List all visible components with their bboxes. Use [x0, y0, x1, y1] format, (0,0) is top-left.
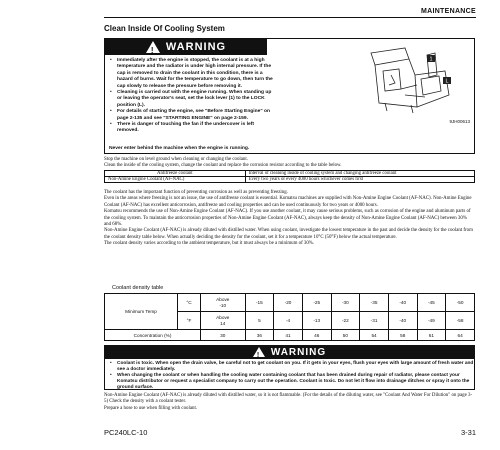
warning-item: • For details of starting the engine, see "Before Starting Engine" on page 2-135 and see "STARTING ENGINE" on page 2-159.	[117, 109, 275, 122]
density-cell: -40	[388, 312, 417, 330]
callout-1: 1	[429, 56, 433, 63]
intro-text	[104, 157, 475, 170]
warning-item: • Coolant is toxic. When open the drain valve, be careful not to get coolant on you. If it gets in your eyes, flush your eyes with large amount of fresh water and see a doctor immediately.	[117, 361, 477, 373]
concentration-cell: 41	[274, 330, 303, 341]
density-cell: -22	[331, 312, 360, 330]
paragraph: Prepare a hose to use when filling with coolant.	[104, 405, 198, 411]
density-cell: -58	[446, 312, 475, 330]
warning-banner-1	[105, 39, 267, 55]
density-cell: -49	[417, 312, 446, 330]
table-header: Interval of cleaning inside of cooling system and changing antifreeze coolant	[245, 171, 474, 177]
concentration-label: Concentration (%)	[105, 330, 201, 341]
warning-banner-2	[105, 346, 474, 359]
table-header: Antifreeze coolant	[105, 171, 246, 177]
intro-line: Stop the machine on level ground when cleaning or changing the coolant.	[104, 157, 248, 162]
row-label: Minimum Temp	[105, 294, 178, 330]
density-cell: Above -10	[201, 294, 246, 312]
unit-cell: °F	[178, 312, 201, 330]
paragraph: The coolant has the important function of preventing corrosion as well as preventing freezing.	[104, 190, 288, 195]
density-cell: -13	[302, 312, 331, 330]
concentration-cell: 64	[446, 330, 475, 341]
warning-title-1: WARNING	[165, 41, 227, 53]
body-text	[104, 190, 475, 248]
warning-footer-line: Never enter behind the machine when the engine is running.	[109, 146, 250, 151]
table-cell: Non-Amine Engine Coolant (AF-NAC)	[105, 177, 246, 183]
concentration-cell: 54	[360, 330, 389, 341]
concentration-cell: 30	[201, 330, 246, 341]
density-cell: Above 14	[201, 312, 246, 330]
table-cell: Every two years or every 4000 hours whichever comes first	[245, 177, 474, 183]
density-cell: 5	[245, 312, 274, 330]
density-table	[104, 293, 475, 341]
cab-illustration	[365, 45, 465, 115]
page-number: 3-31	[460, 428, 476, 437]
concentration-cell: 58	[388, 330, 417, 341]
density-cell: -25	[302, 294, 331, 312]
warning-title-2: WARNING	[270, 347, 327, 358]
concentration-cell: 46	[302, 330, 331, 341]
density-cell: -15	[245, 294, 274, 312]
warning-triangle-icon: !	[146, 41, 160, 53]
concentration-cell: 36	[245, 330, 274, 341]
operator-cab-drawing	[365, 45, 465, 115]
density-cell: -50	[446, 294, 475, 312]
page-title: Clean Inside Of Cooling System	[104, 24, 225, 33]
density-cell: -4	[274, 312, 303, 330]
section-label: MAINTENANCE	[420, 8, 476, 15]
model-number: PC240LC-10	[104, 428, 148, 437]
concentration-cell: 50	[331, 330, 360, 341]
warning-box-1	[104, 38, 475, 154]
paragraph: Komatsu recommends the use of Non-Amine Engine Coolant (AF-NAC). If you use another coolant, it may cause serious problems, such as corrosion of the engine and aluminum parts of the cooling system. To maintain the anticorrosion properties of Non-Amine Engine Coolant (AF-NAC), always keep the density of Non-Amine Engine Coolant (AF-NAC) between 30% and 68%.	[104, 209, 471, 228]
warning-list-1	[109, 58, 275, 135]
closing-text	[104, 393, 475, 412]
paragraph: Non-Amine Engine Coolant (AF-NAC) is already diluted with distilled water. When using coolant, investigate the lowest temperature in the past and decide the density for the coolant from the coolant density table below. When actually deciding the density for the coolant, set it for a temperature 10°C (50°F) below the actual temperature.	[104, 228, 473, 240]
warning-item: • Immediately after the engine is stopped, the coolant is at a high temperature and the radiator is under high internal pressure. If the cap is removed to drain the coolant in this condition, there is a hazard of burns. Wait for the temperature to go down, then turn the cap slowly to release the pressure before removing it.	[117, 58, 275, 90]
density-cell: -45	[417, 294, 446, 312]
density-cell: -35	[360, 294, 389, 312]
antifreeze-table	[104, 170, 475, 183]
density-cell: -40	[388, 294, 417, 312]
density-cell: -31	[360, 312, 389, 330]
figure-code: 9JH00613	[449, 119, 470, 124]
warning-item: • When changing the coolant or when handling the cooling water containing coolant that has been drained during repair of radiator, please contact your Komatsu distributor or request a specialist company to carry out the operation. Coolant is toxic. Do not let it flow into drainage ditches or spray it onto the ground surface.	[117, 373, 477, 391]
density-cell: -30	[331, 294, 360, 312]
density-table-caption: Coolant density table	[112, 285, 164, 291]
warning-list-2	[109, 361, 477, 391]
header-rule	[104, 17, 476, 18]
paragraph: Non-Amine Engine Coolant (AF-NAC) is already diluted with distilled water, so it is not flammable. (For the details of the diluting water, see "Coolant And Water For Dilution" on page 3-5) Check the density with a coolant tester.	[104, 393, 473, 405]
callout-l: L	[445, 78, 449, 85]
concentration-cell: 61	[417, 330, 446, 341]
paragraph: Even in the areas where freezing is not an issue, the use of antifreeze coolant is essential. Komatsu machines are supplied with Non-Amine Engine Coolant (AF-NAC). Non-Amine Engine Coolant (AF-NAC) has excellent anticorrosion, antifreeze and cooling properties and can be used continuously for two years or 4000 hours.	[104, 196, 472, 208]
density-cell: -20	[274, 294, 303, 312]
paragraph: The coolant density varies according to the ambient temperature, but it must always be a minimum of 30%.	[104, 241, 315, 247]
warning-triangle-icon: !	[253, 347, 265, 357]
intro-line: Clean the inside of the cooling system, change the coolant and replace the corrosion resistor according to the table below.	[104, 163, 342, 169]
warning-box-2	[104, 345, 475, 390]
unit-cell: °C	[178, 294, 201, 312]
warning-item: • Cleaning is carried out with the engine running. When standing up or leaving the operator's seat, set the lock lever (1) to the LOCK position (L).	[117, 90, 275, 109]
warning-item: • There is danger of touching the fan if the undercover is left removed.	[117, 122, 275, 135]
